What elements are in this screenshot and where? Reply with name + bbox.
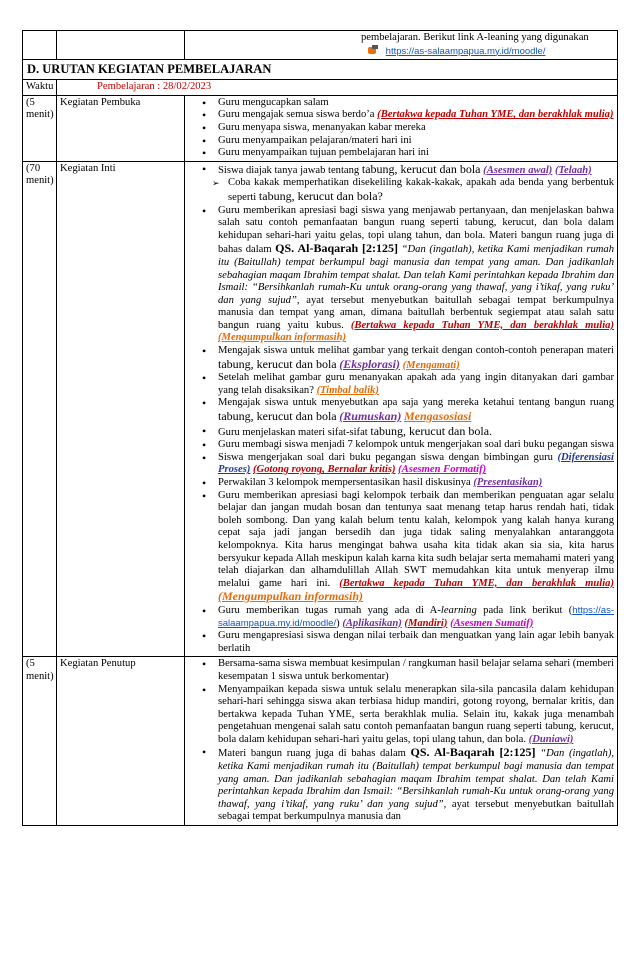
lesson-plan-page	[22, 30, 618, 826]
penutup-name: Kegiatan Penutup	[57, 657, 185, 826]
lesson-table	[22, 30, 618, 826]
list-item: • Mengajak siswa untuk melihat gambar yang terkait dengan contoh-contoh penerapan materi tabung, kerucut dan bola (Eksplorasi) (Mengamati)	[218, 345, 614, 372]
section-title: D. URUTAN KEGIATAN PEMBELAJARAN	[23, 60, 618, 80]
pembuka-list	[188, 97, 614, 160]
top-row	[23, 31, 618, 60]
sub-question: ➢ Coba kakak memperhatikan disekeliling kakak-kakak, apakah ada benda yang berbentuk seperti tabung, kerucut dan bola?	[188, 177, 614, 204]
inti-list	[188, 163, 614, 178]
list-item: • Guru menjelaskan materi sifat-sifat tabung, kerucut dan bola.	[218, 425, 614, 440]
list-item: • Guru menyampaikan pelajaran/materi hari ini	[218, 135, 614, 148]
character-tag: (Bertakwa kepada Tuhan YME, dan berakhlak mulia)	[377, 109, 614, 121]
pembuka-row	[23, 95, 618, 161]
list-item: • Guru menyampaikan tujuan pembelajaran hari ini	[218, 147, 614, 160]
list-item: • Guru mengucapkan salam	[218, 97, 614, 110]
list-item: • Guru membagi siswa menjadi 7 kelompok untuk mengerjakan soal dari buku pegangan siswa	[218, 439, 614, 452]
penutup-row	[23, 657, 618, 826]
list-item: • Menyampaikan kepada siswa untuk selalu menerapkan sila-sila pancasila dalam kehidupan sehari-hari sehingga siswa akan terbiasa hidup mandiri, gotong royong, bernalar kritis, dan bertakwa kepada Tuhan YME, serta berakhlak mulia. Selain itu, kakak juga menambah pengetahuan mengenai salah satu contoh pemanfaatan bangun ruang seperti tabung, kerucut, bola dalam kehidupan sehari-hari yaitu gelas, topi ulang tahun, dan bola. (Duniawi)	[218, 684, 614, 747]
waktu-header: Waktu	[23, 80, 57, 96]
list-item: • Guru memberikan tugas rumah yang ada di A-learning pada link berikut (https://as-salaampapua.my.id/moodle/) (Aplikasikan) (Mandiri) (Asesmen Sumatif)	[218, 605, 614, 630]
pembuka-name: Kegiatan Pembuka	[57, 95, 185, 161]
list-item: • Guru mengapresiasi siswa dengan nilai terbaik dan menguatkan yang lain agar lebih banyak berlatih	[218, 630, 614, 655]
homework-link[interactable]: https://as-salaampapua.my.id/moodle/	[218, 604, 614, 629]
list-item: • Perwakilan 3 kelompok mempersentasikan hasil diskusinya (Presentasikan)	[218, 477, 614, 490]
list-item: • Materi bangun ruang juga di bahas dalam QS. Al-Baqarah [2:125] “Dan (ingatlah), ketika Kami menjadikan rumah itu (Baitullah) tempat berkumpul bagi manusia dan tempat yang aman. Dan jadikanlah sebahagian maqam Ibrahim tempat shalat. Dan telah Kami perintahkan kepada Ibrahim dan Ismail: “Bersihkanlah rumah-Ku untuk orang-orang yang thawaf, yang i’tikaf, yang ruku’ dan yang sujud”, ayat tersebut menyebutkan baitullah sebagai tempat berkumpulnya manusia dan	[218, 746, 614, 824]
moodle-icon	[367, 45, 379, 55]
pembuka-time: (5 menit)	[23, 95, 57, 161]
list-item: • Guru memberikan apresiasi bagi siswa yang menjawab pertanyaan, dan menjelaskan bahwa salah satu contoh pemanfaatan bangun ruang seperti tabung, kerucut, dan bola dalam kehidupan sehari-hari yaitu gelas, topi ulang tahun, dan bola. Materi bangun ruang juga di bahas dalam QS. Al-Baqarah [2:125] “Dan (ingatlah), ketika Kami menjadikan rumah itu (Baitullah) tempat berkumpul bagi manusia dan tempat yang aman. Dan jadikanlah sebahagian maqam Ibrahim tempat shalat. Dan telah Kami perintahkan kepada Ibrahim dan Ismail: “Bersihkanlah rumah-Ku untuk orang-orang yang thawaf, yang i’tikaf, yang ruku’ dan yang sujud”, ayat tersebut menyebutkan baitullah sebagai tempat berkumpulnya manusia dan tempat yang aman, dimana baitullah berbentuk segiempat atau salah satu bangun ruang yaitu kubus. (Bertakwa kepada Tuhan YME, dan berakhlak mulia) (Mengumpulkan informasih)	[218, 205, 614, 346]
top-row-text: pembelajaran. Berikut link A-leaning yang digunakan	[361, 32, 589, 43]
list-item: • Guru memberikan apresiasi bagi kelompok terbaik dan memberikan penguatan agar selalu belajar dan jangan mudah bosan dan tentunya saat menang tetap harus rendah hati, tidak boleh sombong. Dan yang kalah belum tentu kalah, kelompok yang kalah hanya kurang cepat saja jadi jangan bersedih dan juga tidak saling menyalahkan antaranggota kelompoknya. Kita harus mengingat bahwa usaha kita tidak akan sia sia, kita harus bersyukur kepada Allah meskipun kalah karna kita sudh belajar serta memahami materi yang telah diajarkan dan alhamdulillah Allah SWT memudahkan kita untuk menyerap ilmu melalui game hari ini. (Bertakwa kepada Tuhan YME, dan berakhlak mulia) (Mengumpulkan informasih)	[218, 490, 614, 605]
header-row	[23, 80, 618, 96]
inti-time: (70 menit)	[23, 161, 57, 657]
date-header: Pembelajaran : 28/02/2023	[57, 80, 618, 96]
list-item: • Bersama-sama siswa membuat kesimpulan / rangkuman hasil belajar selama sehari (memberi kesempatan 1 siswa untuk berkomentar)	[218, 658, 614, 683]
list-item: • Siswa diajak tanya jawab tentang tabung, kerucut dan bola (Asesmen awal) (Telaah)	[218, 163, 614, 178]
penutup-list	[188, 658, 614, 824]
moodle-link[interactable]: https://as-salaampapua.my.id/moodle/	[385, 45, 546, 57]
list-item: • Guru mengajak semua siswa berdo’a (Bertakwa kepada Tuhan YME, dan berakhlak mulia)	[218, 109, 614, 122]
inti-name: Kegiatan Inti	[57, 161, 185, 657]
inti-row	[23, 161, 618, 657]
list-item: • Setelah melihat gambar guru menanyakan apakah ada yang ingin ditanyakan dari gambar yang telah disaksikan? (Timbal balik)	[218, 372, 614, 397]
penutup-time: (5 menit)	[23, 657, 57, 826]
list-item: • Guru menyapa siswa, menanyakan kabar mereka	[218, 122, 614, 135]
list-item: • Mengajak siswa untuk menyebutkan apa saja yang mereka ketahui tentang bangun ruang tabung, kerucut dan bola (Rumuskan) Mengasosiasi	[218, 397, 614, 424]
list-item: • Siswa mengerjakan soal dari buku pegangan siswa dengan bimbingan guru (Diferensiasi Proses) (Gotong royong, Bernalar kritis) (Asesmen Formatif)	[218, 452, 614, 477]
